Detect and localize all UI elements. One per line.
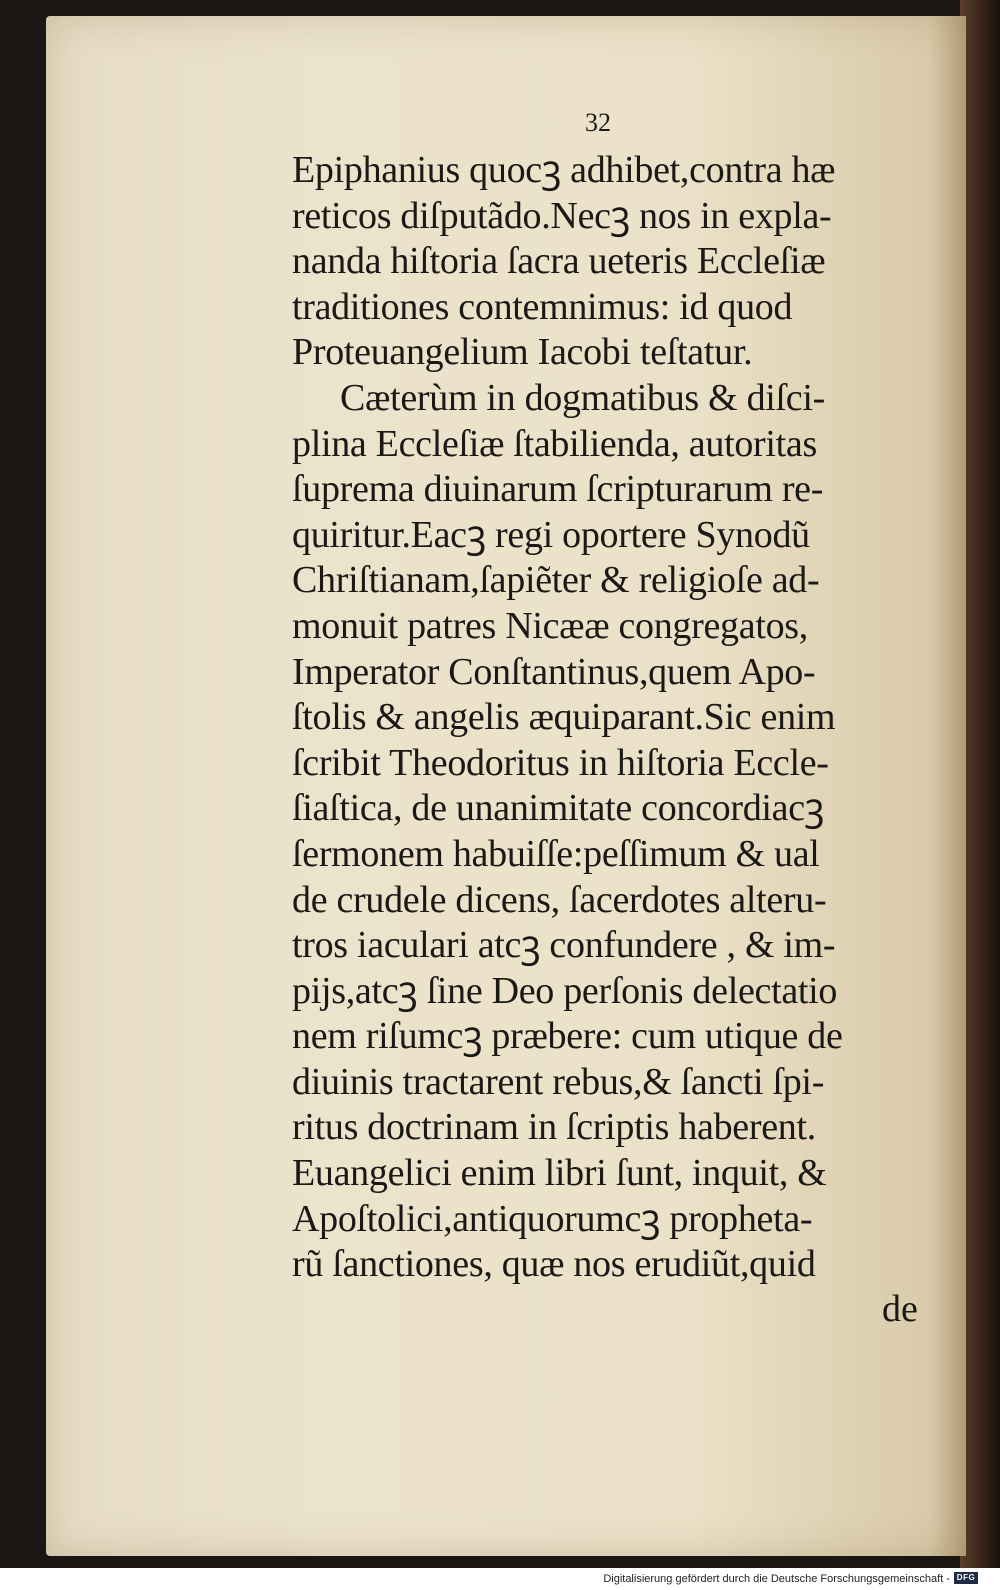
text-line: nem riſumcꝫ præbere: cum utique de [292,1015,843,1058]
text-line: reticos diſputãdo.Necꝫ nos in expla- [292,194,832,237]
catchword: de [882,1288,918,1330]
text-line: quiritur.Eacꝫ regi oportere Synodũ [292,513,810,556]
text-line: Chriſtianam,ſapiẽter & religioſe ad- [292,559,820,602]
text-line: Imperator Conſtantinus,quem Apo- [292,650,816,693]
text-line: tros iaculari atcꝫ confundere , & im- [292,924,836,967]
dfg-logo-icon: DFG [954,1572,978,1584]
text-line: monuit patres Nicææ congregatos, [292,604,808,647]
text-line: Apoſtolici,antiquorumcꝫ propheta- [292,1197,813,1240]
text-line: rũ ſanctiones, quæ nos erudiũt,quid [292,1243,816,1286]
page-number: 32 [585,108,611,137]
text-line: Euangelici enim libri ſunt, inquit, & [292,1152,827,1195]
book-spine [960,0,1000,1568]
text-line: ritus doctrinam in ſcriptis haberent. [292,1106,816,1149]
text-line: plina Eccleſiæ ſtabilienda, autoritas [292,422,817,465]
paragraph-start-line: Cæterùm in dogmatibus & diſci- [340,376,825,419]
text-line: nanda hiſtoria ſacra ueteris Eccleſiæ [292,240,826,283]
text-line: pijs,atcꝫ ſine Deo perſonis delectatio [292,969,838,1012]
text-line: ſermonem habuiſſe:peſſimum & ual [292,832,820,875]
text-line: ſcribit Theodoritus in hiſtoria Eccle- [292,741,829,784]
text-line: ſuprema diuinarum ſcripturarum re- [292,468,824,511]
text-line: de crudele dicens, ſacerdotes alteru- [292,878,827,921]
text-line: traditiones contemnimus: id quod [292,285,793,328]
text-line: Epiphanius quocꝫ adhibet,contra hæ [292,149,836,191]
body-text [292,148,942,1288]
text-line: ſtolis & angelis æquiparant.Sic enim [292,696,836,739]
text-line: diuinis tractarent rebus,& ſancti ſpi- [292,1060,825,1103]
text-line: Proteuangelium Iacobi teſtatur. [292,331,753,374]
text-line: ſiaſtica, de unanimitate concordiacꝫ [292,787,824,830]
footer-credit: Digitalisierung gefördert durch die Deutsche Forschungsgemeinschaft - [603,1573,950,1585]
